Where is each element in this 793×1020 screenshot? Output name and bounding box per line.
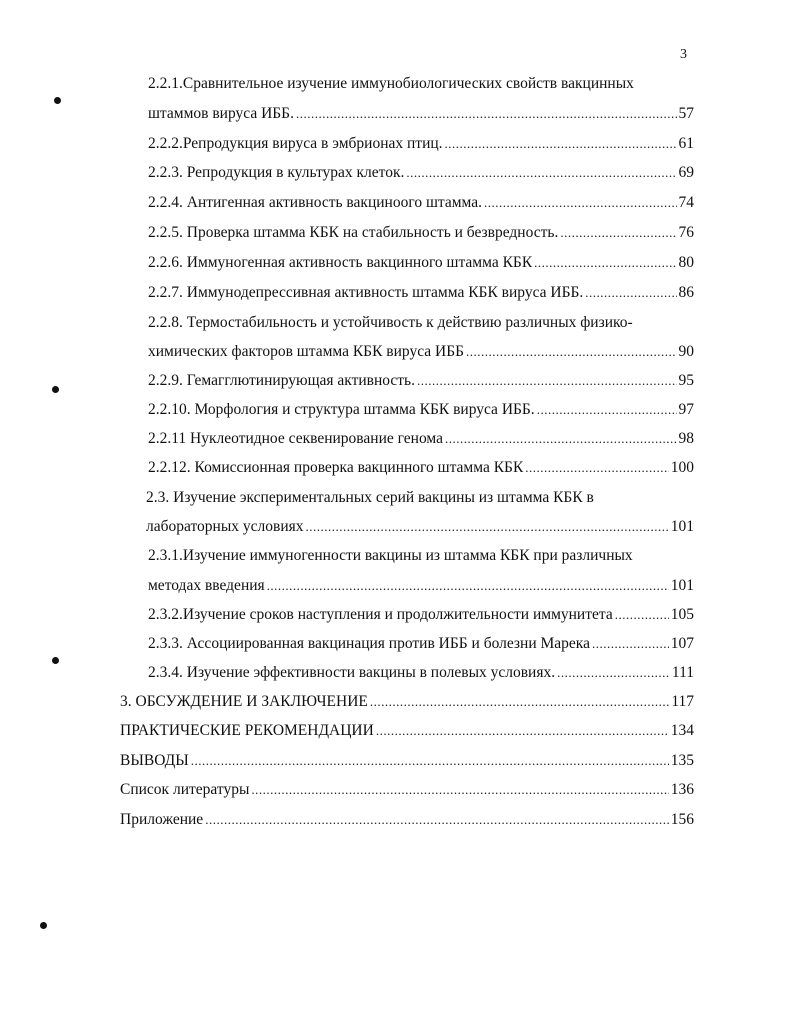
- toc-entry-label: 3. ОБСУЖДЕНИЕ И ЗАКЛЮЧЕНИЕ: [120, 693, 368, 710]
- toc-entry: [148, 400, 694, 420]
- toc-entry: [148, 134, 694, 154]
- toc-entry-page: 95: [678, 372, 694, 389]
- toc-entry: [148, 193, 694, 213]
- toc-entry-label: 2.2.9. Гемагглютинирующая активность.: [148, 372, 416, 389]
- toc-entry-label: 2.3. Изучение экспериментальных серий вакцины из штамма КБК в: [146, 489, 594, 506]
- dot-leader: [376, 721, 669, 741]
- toc-entry: [148, 223, 694, 243]
- toc-entry-page: 61: [678, 135, 694, 152]
- punch-hole-mark: [52, 386, 59, 393]
- punch-hole-mark: [54, 97, 61, 104]
- toc-entry-page: 101: [670, 518, 694, 535]
- dot-leader: [534, 253, 676, 273]
- punch-hole-mark: [40, 922, 47, 929]
- punch-hole-mark: [52, 657, 59, 664]
- toc-entry-label: ВЫВОДЫ: [120, 752, 189, 769]
- dot-leader: [205, 810, 669, 830]
- dot-leader: [306, 517, 669, 537]
- toc-entry-label: 2.3.4. Изучение эффективности вакцины в полевых условиях.: [148, 664, 556, 681]
- toc-entry: [148, 313, 633, 333]
- toc-entry-page: 69: [678, 164, 694, 181]
- toc-entry-label: лабораторных условиях: [146, 518, 304, 535]
- toc-entry-page: 57: [678, 105, 694, 122]
- toc-entry-label: 2.2.6. Иммуногенная активность вакцинного штамма КБК: [148, 254, 533, 271]
- toc-entry-label: 2.2.4. Антигенная активность вакциноого штамма.: [148, 194, 482, 211]
- toc-entry: [148, 546, 633, 566]
- toc-entry: [120, 780, 694, 800]
- toc-entry-page: 156: [670, 811, 694, 828]
- toc-entry: [148, 342, 694, 362]
- toc-entry-page: 80: [678, 254, 694, 271]
- toc-entry-label: 2.2.10. Морфология и структура штамма КБК вируса ИББ.: [148, 401, 535, 418]
- toc-entry-label: 2.2.2.Репродукция вируса в эмбрионах птиц.: [148, 135, 443, 152]
- toc-entry: [148, 429, 694, 449]
- toc-entry: [148, 163, 694, 183]
- dot-leader: [267, 576, 669, 596]
- toc-entry-page: 101: [670, 577, 694, 594]
- toc-entry-page: 98: [678, 430, 694, 447]
- dot-leader: [406, 163, 676, 183]
- toc-entry: [148, 576, 694, 596]
- toc-entry: [148, 634, 694, 654]
- dot-leader: [560, 223, 676, 243]
- dot-leader: [370, 692, 669, 712]
- toc-entry: [120, 721, 694, 741]
- toc-entry-label: 2.3.1.Изучение иммуногенности вакцины из штамма КБК при различных: [148, 547, 633, 564]
- toc-entry-label: 2.3.3. Ассоциированная вакцинация против ИББ и болезни Марека: [148, 635, 590, 652]
- dot-leader: [296, 104, 677, 124]
- page-number: 3: [680, 47, 687, 62]
- toc-entry-page: 111: [671, 664, 694, 681]
- toc-entry: [120, 810, 694, 830]
- toc-entry-label: Приложение: [120, 811, 204, 828]
- toc-entry: [148, 371, 694, 391]
- dot-leader: [191, 751, 669, 771]
- toc-entry-page: 74: [678, 194, 694, 211]
- toc-entry-label: 2.2.8. Термостабильность и устойчивость к действию различных физико-: [148, 314, 633, 331]
- toc-entry: [148, 74, 634, 94]
- dot-leader: [615, 605, 669, 625]
- toc-entry: [148, 663, 694, 683]
- toc-entry: [146, 488, 594, 508]
- toc-entry: [148, 605, 694, 625]
- toc-entry: [148, 253, 694, 273]
- dot-leader: [417, 371, 676, 391]
- toc-entry-page: 136: [670, 781, 694, 798]
- toc-entry-page: 117: [671, 693, 694, 710]
- toc-entry-label: Список литературы: [120, 781, 250, 798]
- toc-entry: [146, 517, 694, 537]
- toc-entry-page: 76: [678, 224, 694, 241]
- toc-entry-label: 2.2.7. Иммунодепрессивная активность штамма КБК вируса ИББ.: [148, 284, 584, 301]
- toc-entry: [148, 458, 694, 478]
- toc-entry-label: 2.2.3. Репродукция в культурах клеток.: [148, 164, 405, 181]
- toc-entry-page: 107: [670, 635, 694, 652]
- dot-leader: [251, 780, 668, 800]
- toc-entry-page: 134: [670, 722, 694, 739]
- toc-entry-label: 2.2.11 Нуклеотидное секвенирование генома: [148, 430, 444, 447]
- toc-entry-label: 2.2.12. Комиссионная проверка вакцинного штамма КБК: [148, 459, 524, 476]
- toc-entry-label: ПРАКТИЧЕСКИЕ РЕКОМЕНДАЦИИ: [120, 722, 374, 739]
- dot-leader: [592, 634, 669, 654]
- toc-entry: [148, 104, 694, 124]
- toc-entry-page: 90: [678, 343, 694, 360]
- toc-entry: [120, 692, 694, 712]
- toc-entry-label: 2.3.2.Изучение сроков наступления и продолжительности иммунитета: [148, 606, 613, 623]
- toc-entry-page: 135: [670, 752, 694, 769]
- toc-entry: [148, 283, 694, 303]
- toc-entry-label: 2.2.1.Сравнительное изучение иммунобиологических свойств вакцинных: [148, 75, 634, 92]
- dot-leader: [525, 458, 668, 478]
- toc-entry-label: химических факторов штамма КБК вируса ИББ: [148, 343, 465, 360]
- toc-entry-label: методах введения: [148, 577, 265, 594]
- toc-entry: [120, 751, 694, 771]
- dot-leader: [466, 342, 676, 362]
- dot-leader: [557, 663, 670, 683]
- toc-entry-page: 105: [670, 606, 694, 623]
- toc-entry-label: 2.2.5. Проверка штамма КБК на стабильность и безвредность.: [148, 224, 559, 241]
- toc-entry-page: 100: [670, 459, 694, 476]
- dot-leader: [484, 193, 677, 213]
- toc-entry-page: 86: [678, 284, 694, 301]
- dot-leader: [445, 429, 676, 449]
- toc-entry-page: 97: [678, 401, 694, 418]
- dot-leader: [445, 134, 677, 154]
- toc-entry-label: штаммов вируса ИББ.: [148, 105, 294, 122]
- dot-leader: [585, 283, 676, 303]
- dot-leader: [537, 400, 677, 420]
